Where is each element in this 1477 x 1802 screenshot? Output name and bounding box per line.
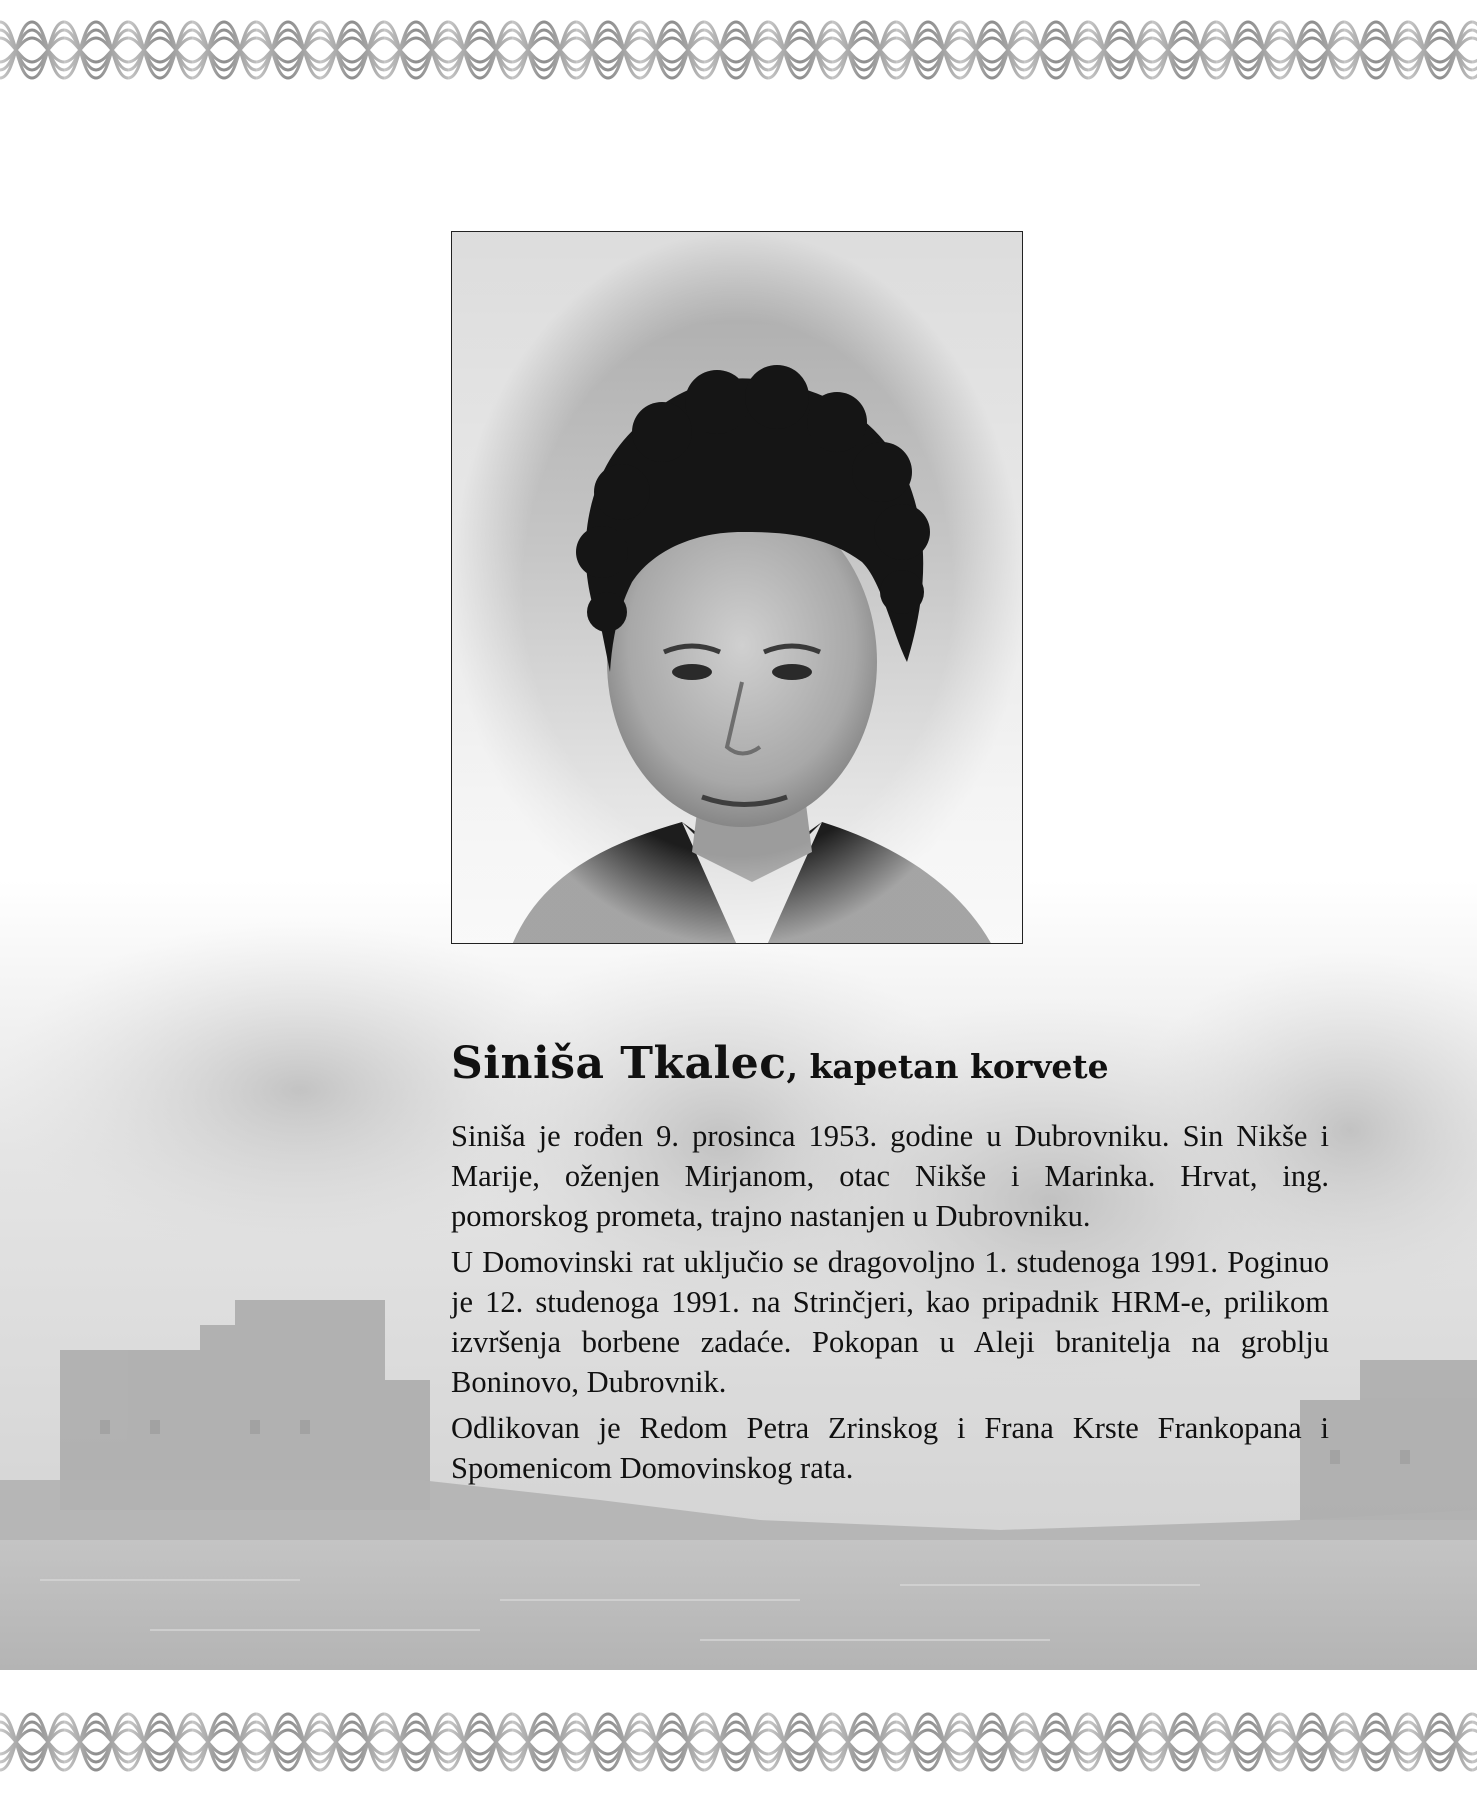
top-braid-ornament-icon	[0, 0, 1477, 100]
person-heading	[451, 1040, 1329, 1088]
person-rank: , kapetan korvete	[786, 1047, 1109, 1086]
bio-paragraph-decorations: Odlikovan je Redom Petra Zrinskog i Frana Krste Frankopana i Spomenicom Domovinskog rata.	[451, 1411, 1329, 1486]
portrait-figure	[452, 232, 1023, 944]
bio-paragraph-war: U Domovinski rat uključio se dragovoljno 1. studenoga 1991. Poginuo je 12. studenoga 1991. na Strinčjeri, kao pripadnik HRM-e, prilikom izvršenja borbene zadaće. Pokopan u Aleji branitelja na groblju Boninovo, Dubrovnik.	[451, 1245, 1329, 1400]
biography-section	[451, 1040, 1329, 1494]
bio-paragraph-birth: Siniša je rođen 9. prosinca 1953. godine u Dubrovniku. Sin Nikše i Marije, oženjen Mirjanom, otac Nikše i Marinka. Hrvat, ing. pomorskog prometa, trajno nastanjen u Dubrovniku.	[451, 1119, 1329, 1234]
bottom-braid-ornament-icon	[0, 1692, 1477, 1792]
portrait-photo	[451, 231, 1023, 944]
person-name: Siniša Tkalec	[451, 1038, 787, 1089]
